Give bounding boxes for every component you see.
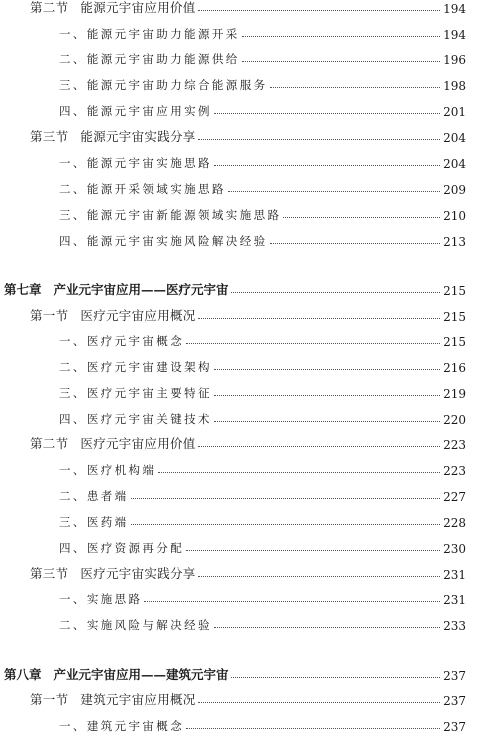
toc-entry-number: 一、 (59, 27, 87, 41)
toc-entry-number: 四、 (59, 412, 87, 426)
toc-entry-title: 产业元宇宙应用——医疗元宇宙 (53, 282, 229, 297)
toc-entry-title: 医疗元宇宙概念 (86, 334, 185, 348)
toc-entry-number: 一、 (59, 592, 87, 606)
toc-entry-number: 四、 (59, 541, 87, 555)
toc-item-entry[interactable] (0, 229, 480, 249)
toc-entry-label (59, 207, 281, 223)
toc-entry-label (4, 280, 229, 298)
dot-leader (198, 445, 440, 447)
dot-leader (214, 112, 440, 114)
toc-entry-title: 医疗元宇宙建设架构 (86, 360, 212, 374)
toc-entry-label (59, 233, 268, 249)
toc-section-entry[interactable] (0, 125, 480, 145)
toc-entry-label (59, 155, 212, 171)
toc-page-number: 233 (443, 619, 466, 633)
toc-entry-label (59, 181, 226, 197)
toc-entry-number: 二、 (59, 52, 87, 66)
dot-leader (214, 394, 440, 396)
toc-section-entry[interactable] (0, 432, 480, 452)
toc-entry-number: 二、 (59, 618, 87, 632)
toc-chapter-entry[interactable] (0, 278, 480, 298)
toc-entry-number: 一、 (59, 719, 87, 733)
toc-page-number: 210 (443, 209, 466, 223)
toc-item-entry[interactable] (0, 47, 480, 67)
toc-entry-title: 建筑元宇宙应用概况 (80, 692, 196, 707)
dot-leader (158, 471, 440, 473)
dot-leader (214, 164, 440, 166)
toc-entry-number: 第二节 (30, 0, 69, 15)
toc-entry-number: 第一节 (30, 308, 69, 323)
dot-leader (214, 368, 440, 370)
toc-entry-label (59, 103, 212, 119)
toc-entry-title: 能源元宇宙助力能源供给 (86, 52, 240, 66)
toc-page-number: 209 (443, 183, 466, 197)
toc-page-number: 215 (443, 284, 466, 298)
toc-entry-label (59, 514, 129, 530)
toc-entry-label (59, 591, 142, 607)
toc-item-entry[interactable] (0, 177, 480, 197)
toc-item-entry[interactable] (0, 381, 480, 401)
dot-leader (186, 549, 440, 551)
toc-entry-number: 三、 (59, 208, 87, 222)
toc-page-number: 219 (443, 387, 466, 401)
toc-entry-title: 产业元宇宙应用——建筑元宇宙 (53, 667, 229, 682)
toc-item-entry[interactable] (0, 407, 480, 427)
toc-page-number: 213 (443, 235, 466, 249)
dot-leader (270, 242, 440, 244)
toc-page-number: 223 (443, 438, 466, 452)
toc-page-number: 204 (443, 131, 466, 145)
dot-leader (231, 676, 440, 678)
dot-leader (198, 9, 440, 11)
toc-entry-title: 医疗元宇宙应用概况 (80, 308, 196, 323)
dot-leader (198, 575, 440, 577)
toc-entry-label (59, 26, 240, 42)
dot-leader (198, 701, 440, 703)
toc-entry-label (4, 665, 229, 683)
toc-entry-number: 三、 (59, 78, 87, 92)
toc-entry-number: 三、 (59, 386, 87, 400)
toc-section-entry[interactable] (0, 562, 480, 582)
toc-entry-label (30, 564, 196, 582)
toc-entry-title: 实施思路 (86, 592, 143, 606)
toc-page-number: 215 (443, 310, 466, 324)
toc-page-number: 204 (443, 157, 466, 171)
toc-entry-label (59, 385, 212, 401)
toc-entry-number: 第二节 (30, 436, 69, 451)
toc-entry-label (59, 359, 212, 375)
toc-entry-title: 医疗元宇宙实践分享 (80, 566, 196, 581)
toc-entry-number: 一、 (59, 156, 87, 170)
toc-page-number: 237 (443, 720, 466, 734)
toc-item-entry[interactable] (0, 22, 480, 42)
toc-entry-number: 一、 (59, 463, 87, 477)
dot-leader (231, 291, 440, 293)
toc-chapter-entry[interactable] (0, 663, 480, 683)
toc-entry-number: 二、 (59, 182, 87, 196)
toc-entry-title: 医疗资源再分配 (86, 541, 185, 555)
toc-entry-label (59, 51, 240, 67)
dot-leader (198, 138, 440, 140)
dot-leader (131, 523, 440, 525)
toc-entry-number: 第八章 (4, 667, 42, 682)
toc-page-number: 220 (443, 413, 466, 427)
toc-entry-title: 医疗元宇宙主要特征 (86, 386, 212, 400)
toc-page-number: 237 (443, 694, 466, 708)
toc-entry-label (59, 333, 184, 349)
toc-entry-title: 实施风险与解决经验 (86, 618, 212, 632)
toc-entry-title: 医疗元宇宙关键技术 (86, 412, 212, 426)
toc-entry-number: 三、 (59, 515, 87, 529)
dot-leader (198, 317, 440, 319)
toc-entry-title: 建筑元宇宙概念 (86, 719, 185, 733)
toc-page-number: 231 (443, 593, 466, 607)
toc-page-number: 215 (443, 335, 466, 349)
toc-entry-label (30, 690, 196, 708)
toc-entry-label (59, 718, 184, 734)
toc-item-entry[interactable] (0, 329, 480, 349)
toc-item-entry[interactable] (0, 99, 480, 119)
toc-page-number: 223 (443, 464, 466, 478)
toc-page-number: 230 (443, 542, 466, 556)
toc-item-entry[interactable] (0, 151, 480, 171)
toc-entry-title: 能源元宇宙实践分享 (80, 129, 196, 144)
toc-page-number: 231 (443, 568, 466, 582)
toc-page-number: 216 (443, 361, 466, 375)
toc-item-entry[interactable] (0, 458, 480, 478)
toc-entry-label (59, 462, 156, 478)
toc-item-entry[interactable] (0, 484, 480, 504)
toc-entry-title: 医疗元宇宙应用价值 (80, 436, 196, 451)
toc-entry-number: 四、 (59, 104, 87, 118)
toc-section-entry[interactable] (0, 688, 480, 708)
toc-entry-number: 一、 (59, 334, 87, 348)
toc-entry-title: 医疗机构端 (86, 463, 157, 477)
toc-page-number: 228 (443, 516, 466, 530)
toc-section-entry[interactable] (0, 0, 480, 16)
toc-page-number: 198 (443, 79, 466, 93)
toc-entry-label (59, 488, 129, 504)
toc-entry-label (59, 540, 184, 556)
toc-entry-title: 能源元宇宙新能源领域实施思路 (86, 208, 282, 222)
toc-page-number: 237 (443, 669, 466, 683)
toc-entry-number: 第三节 (30, 129, 69, 144)
toc-item-entry[interactable] (0, 73, 480, 93)
toc-entry-title: 能源元宇宙实施风险解决经验 (86, 234, 268, 248)
toc-section-entry[interactable] (0, 304, 480, 324)
toc-page-number: 194 (443, 28, 466, 42)
toc-entry-number: 第一节 (30, 692, 69, 707)
dot-leader (144, 600, 440, 602)
toc-entry-title: 患者端 (86, 489, 129, 503)
toc-entry-label (59, 411, 212, 427)
dot-leader (186, 342, 440, 344)
toc-entry-number: 二、 (59, 360, 87, 374)
dot-leader (186, 727, 440, 729)
toc-item-entry[interactable] (0, 714, 480, 734)
toc-entry-number: 二、 (59, 489, 87, 503)
toc-item-entry[interactable] (0, 613, 480, 633)
toc-page-number: 196 (443, 53, 466, 67)
toc-page-number: 227 (443, 490, 466, 504)
toc-entry-title: 医药端 (86, 515, 129, 529)
toc-entry-title: 能源开采领域实施思路 (86, 182, 226, 196)
toc-item-entry[interactable] (0, 510, 480, 530)
toc-item-entry[interactable] (0, 355, 480, 375)
toc-entry-title: 能源元宇宙助力综合能源服务 (86, 78, 268, 92)
toc-entry-title: 能源元宇宙助力能源开采 (86, 27, 240, 41)
toc-item-entry[interactable] (0, 587, 480, 607)
dot-leader (131, 497, 440, 499)
toc-entry-number: 第三节 (30, 566, 69, 581)
toc-entry-label (30, 0, 196, 16)
dot-leader (214, 420, 440, 422)
dot-leader (242, 35, 440, 37)
dot-leader (242, 60, 440, 62)
toc-page-number: 194 (443, 2, 466, 16)
toc-entry-number: 四、 (59, 234, 87, 248)
dot-leader (228, 190, 440, 192)
toc-entry-number: 第七章 (4, 282, 42, 297)
toc-entry-title: 能源元宇宙实施思路 (86, 156, 212, 170)
toc-page-number: 201 (443, 105, 466, 119)
toc-entry-label (59, 77, 268, 93)
toc-entry-title: 能源元宇宙应用价值 (80, 0, 196, 15)
dot-leader (283, 216, 440, 218)
toc-entry-title: 能源元宇宙应用实例 (86, 104, 212, 118)
toc-item-entry[interactable] (0, 203, 480, 223)
toc-entry-label (30, 434, 196, 452)
toc-entry-label (30, 306, 196, 324)
toc-entry-label (30, 127, 196, 145)
toc-entry-label (59, 617, 212, 633)
dot-leader (270, 86, 440, 88)
dot-leader (214, 626, 440, 628)
toc-item-entry[interactable] (0, 536, 480, 556)
